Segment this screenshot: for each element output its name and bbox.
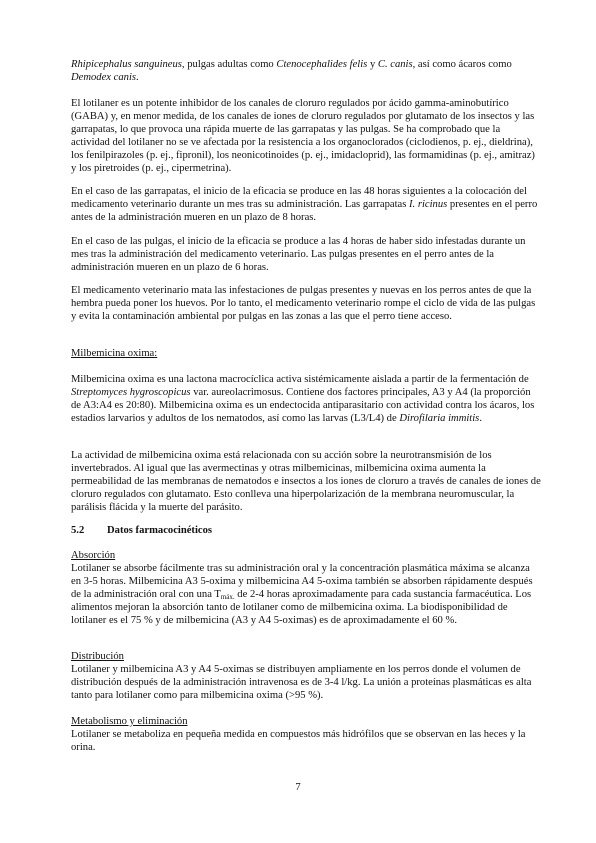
subheading-text: Milbemicina oxima:: [71, 348, 158, 359]
species-name: C. canis,: [377, 59, 416, 70]
text-fragment: .: [136, 72, 139, 83]
paragraph-text: Lotilaner se metaboliza en pequeña medida en compuestos más hidrófilos que se observan en las heces y la orina.: [71, 729, 526, 753]
text-fragment: presentes en el perro antes de la administración mueren en un plazo de 8 horas.: [71, 199, 538, 223]
subsection-metabolismo: [71, 715, 541, 754]
section-heading: [71, 524, 541, 537]
text-fragment: y: [367, 59, 378, 70]
text-fragment: En el caso de las garrapatas, el inicio de la eficacia se produce en las 48 horas siguientes a la colocación del medicamento veterinario durante un mes tras su administración. Las garrapatas: [71, 186, 527, 210]
text-fragment: .: [479, 413, 482, 424]
section-number: 5.2: [71, 525, 85, 536]
paragraph-milbemicina: [71, 373, 541, 425]
species-name: Ctenocephalides felis: [276, 59, 368, 70]
species-name: I. ricinus: [409, 199, 448, 210]
text-fragment: var. aureolacrimosus. Contiene dos factores principales, A3 y A4 (la proporción de A3:A4 es 20:80). Milbemicina oxima es un endectocida antiparasitario con actividad contra los ácaros, los estadios larvarios y adultos de los nematodos, así como las larvas (L3/L4) de: [71, 387, 535, 424]
page-number: 7: [295, 782, 301, 793]
subheading-milbemicina: [71, 347, 541, 360]
subscript: máx.: [220, 593, 235, 601]
paragraph-milbemicina-action: [71, 449, 541, 514]
subsection-absorcion: [71, 549, 541, 627]
species-name: Demodex canis: [71, 72, 137, 83]
species-name: Streptomyces hygroscopicus: [71, 387, 191, 398]
paragraph-text: El lotilaner es un potente inhibidor de los canales de cloruro regulados por ácido gamma-aminobutírico (GABA) y, en menor medida, de los canales de iones de cloruro regulados por glutamato de los insectos y las garrapatas, lo que provoca una rápida muerte de las garrapatas y las pulgas. Se ha comprobado que la actividad del lotilaner no se ve afectada por la resistencia a los organoclorados (ciclodienos, p. ej., dieldrina), los fenilpirazoles (p. ej., fipronil), los neonicotinoides (p. ej., imidacloprid), las formamidinas (p. ej., amitraz) y los piretroides (p. ej., cipermetrina).: [71, 98, 535, 174]
text-fragment: pulgas adultas como: [184, 59, 277, 70]
paragraph-fleas: [71, 235, 541, 274]
subsection-distribucion: [71, 650, 541, 702]
paragraph-text: Lotilaner y milbemicina A3 y A4 5-oximas se distribuyen ampliamente en los perros donde el volumen de distribución después de la administración intravenosa es de 3-4 l/kg. La unión a proteínas plasmáticas es alta tanto para lotilaner como para milbemicina oxima (>95 %).: [71, 664, 532, 701]
subheading-text: Metabolismo y eliminación: [71, 716, 188, 727]
species-name: Dirofilaria immitis: [399, 413, 480, 424]
paragraph-text: El medicamento veterinario mata las infestaciones de pulgas presentes y nuevas en los perros antes de que la hembra pueda poner los huevos. Por lo tanto, el medicamento veterinario rompe el ciclo de vida de las pulgas y evita la contaminación ambiental por pulgas en las zonas a las que el perro tiene acceso.: [71, 285, 536, 322]
text-fragment: Lotilaner se absorbe fácilmente tras su administración oral y la concentración plasmática máxima se alcanza en 3-5 horas. Milbemicina A3 5-oxima y milbemicina A4 5-oxima también se absorben rápidamente después de la administración oral con una T: [71, 563, 533, 600]
paragraph-text: En el caso de las pulgas, el inicio de la eficacia se produce a las 4 horas de haber sido infestadas durante un mes tras la administración del medicamento veterinario. Las pulgas presentes en el perro antes de la administración mueren en un plazo de 6 horas.: [71, 236, 526, 273]
text-fragment: así como ácaros como: [415, 59, 512, 70]
paragraph-flea-lifecycle: [71, 284, 541, 323]
species-name: Rhipicephalus sanguineus,: [71, 59, 185, 70]
paragraph-lotilaner-mechanism: [71, 97, 541, 175]
paragraph-ticks: [71, 185, 541, 224]
subheading-text: Distribución: [71, 651, 124, 662]
section-title: Datos farmacocinéticos: [107, 525, 213, 536]
paragraph-species: [71, 58, 541, 84]
text-fragment: de 2-4 horas aproximadamente para cada sustancia farmacéutica. Los alimentos mejoran la absorción tanto de lotilaner como de milbemicina oxima. La biodisponibilidad de lotilaner es el 75 % y de milbemicina (A3 y A4 5-oximas) es de aproximadamente el 60 %.: [71, 589, 532, 626]
text-fragment: Milbemicina oxima es una lactona macrocíclica activa sistémicamente aislada a partir de la fermentación de: [71, 374, 529, 385]
subheading-text: Absorción: [71, 550, 116, 561]
paragraph-text: La actividad de milbemicina oxima está relacionada con su acción sobre la neurotransmisión de los invertebrados. Al igual que las avermectinas y otras milbemicinas, milbemicina oxima aumenta la permeabilidad de las membranas de nematodos e insectos a los iones de cloruro a través de canales de iones de cloruro regulados con glutamato. Esto conlleva una hiperpolarización de la membrana neuromuscular, la parálisis flácida y la muerte del parásito.: [71, 450, 541, 513]
